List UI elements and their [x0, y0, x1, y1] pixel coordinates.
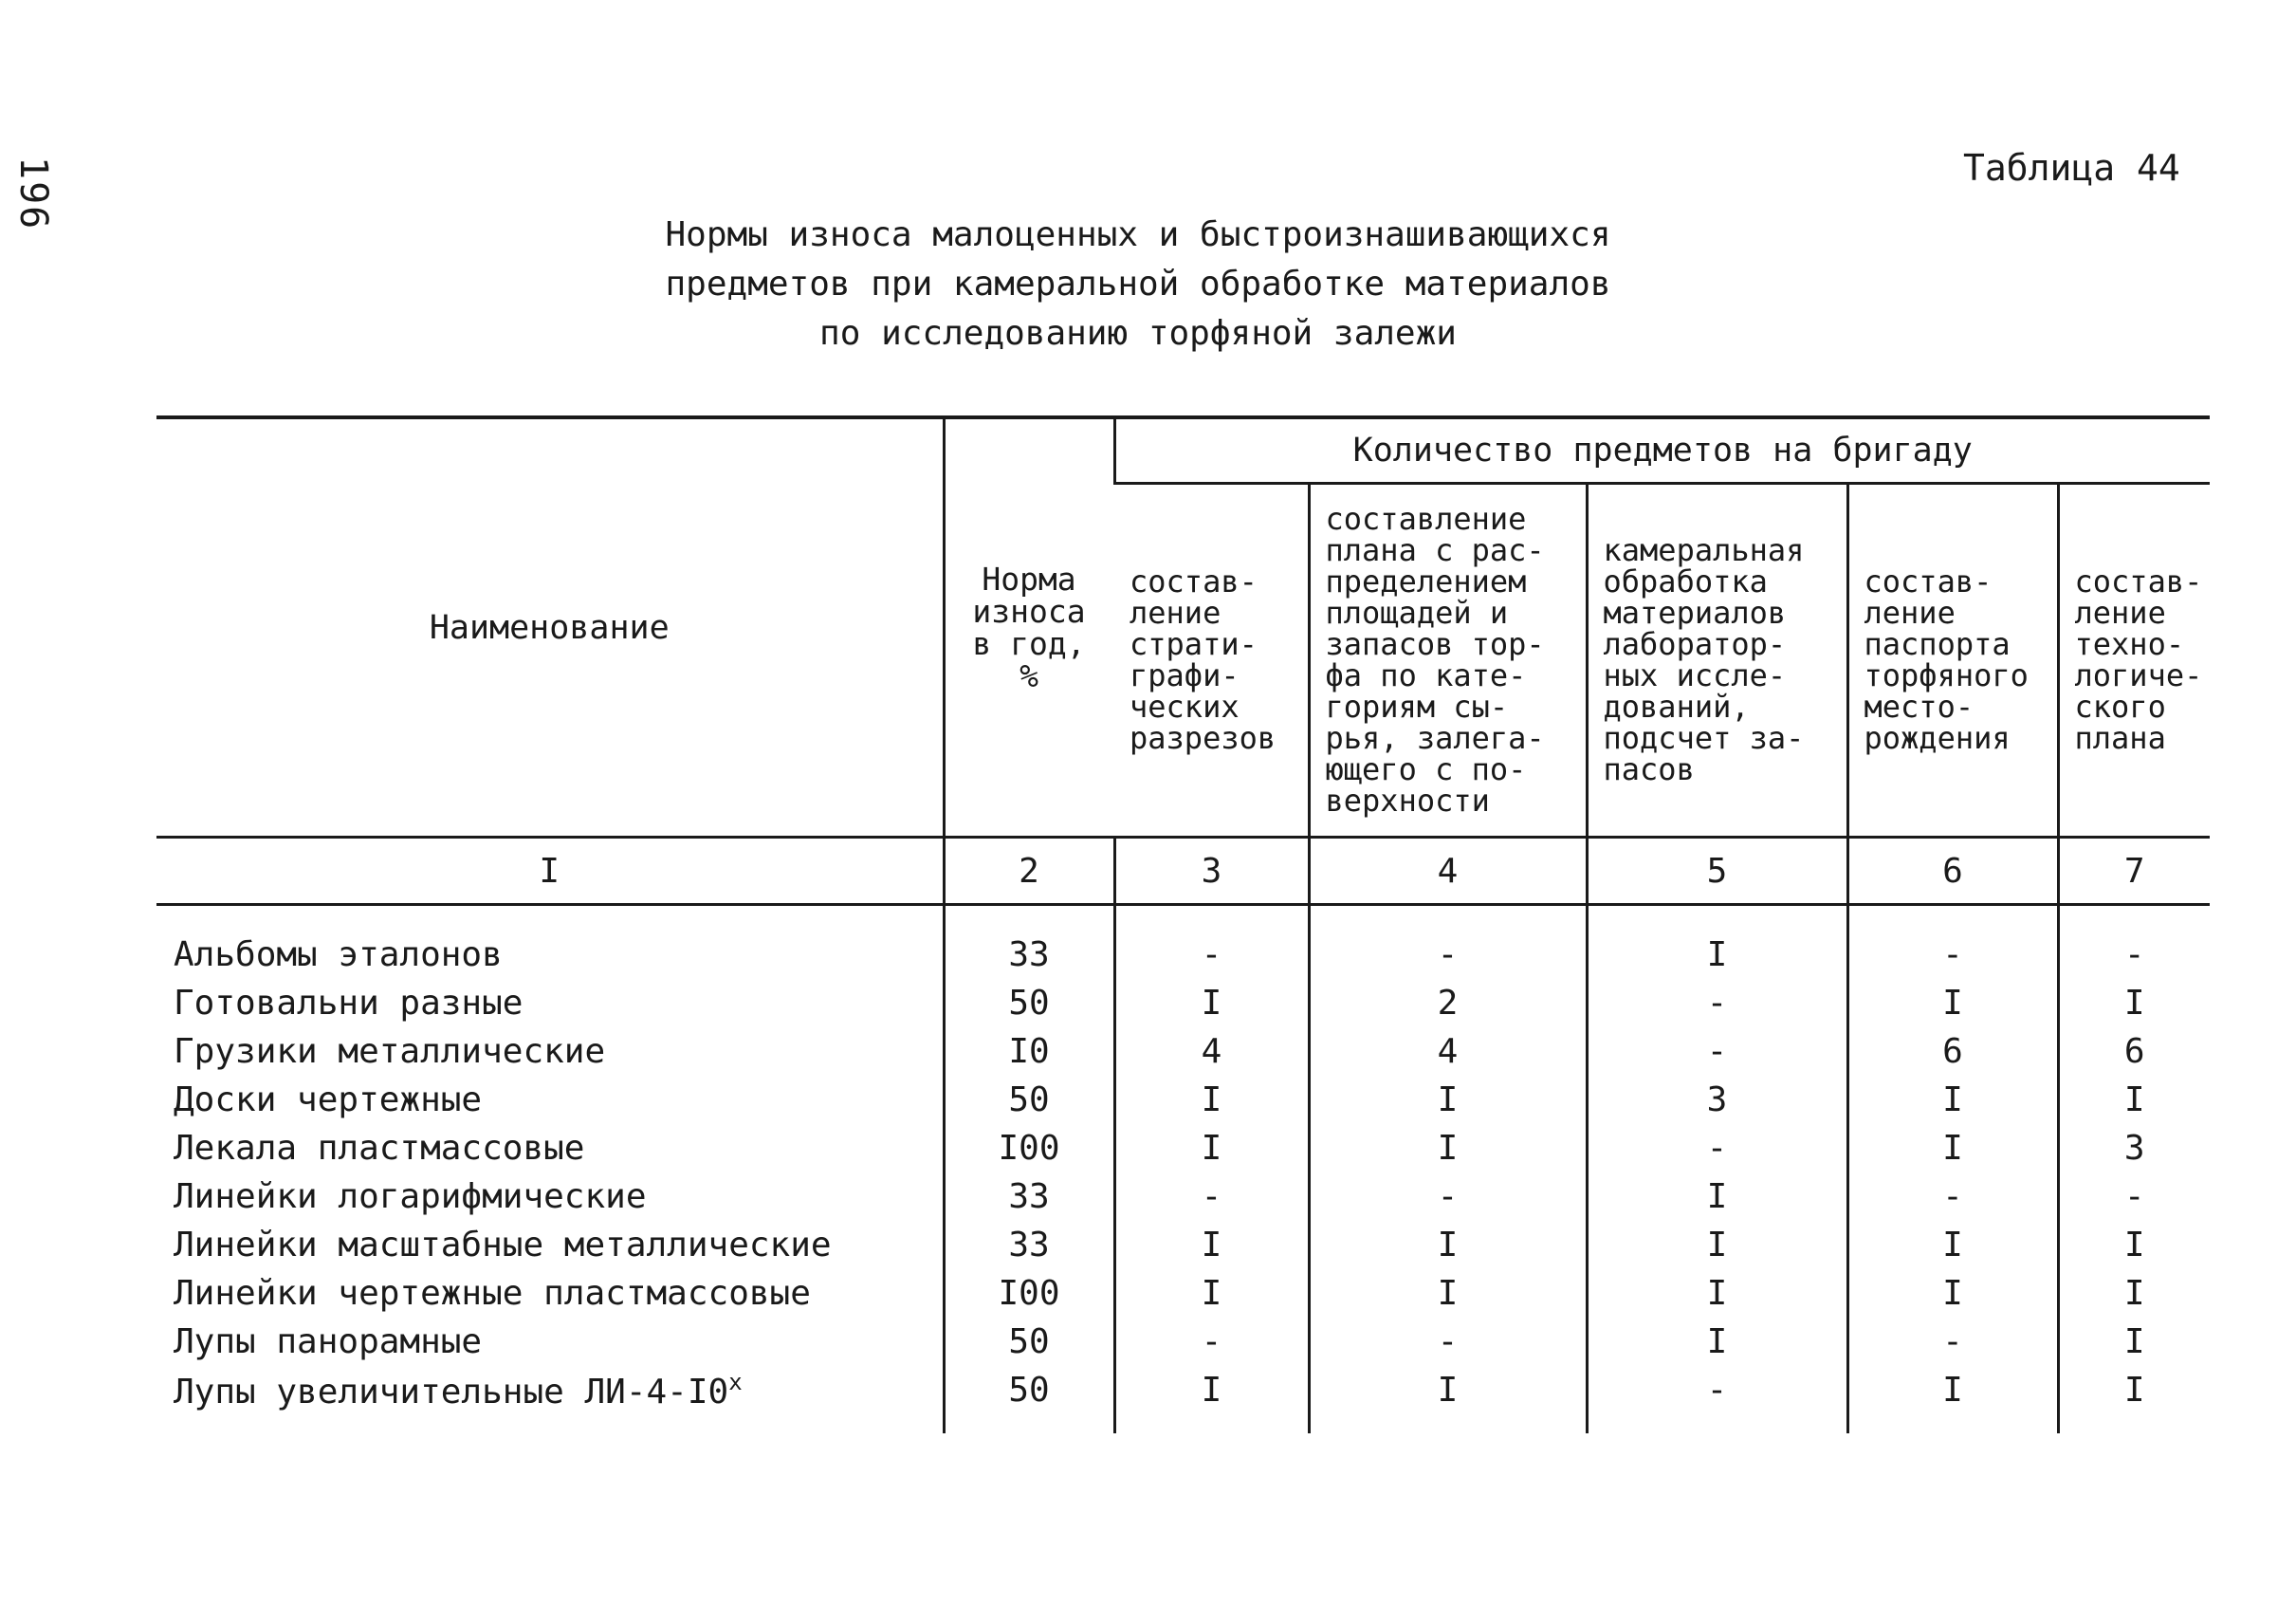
document-title	[569, 211, 1707, 359]
item-name: Грузики металлические	[174, 1032, 606, 1071]
qty-cell: -	[1114, 1172, 1309, 1221]
norm-value: 50	[944, 1366, 1114, 1433]
qty-cell: -	[1587, 979, 1847, 1027]
header-line: пределением	[1325, 563, 1527, 600]
qty-cell: I	[1587, 905, 1847, 980]
header-line: площадей и	[1325, 595, 1509, 631]
qty-cell: -	[1847, 1172, 2058, 1221]
title-line-1: Нормы износа малоценных и быстроизнашивающихся	[665, 215, 1611, 254]
qty-cell: I	[1309, 1366, 1587, 1433]
qty-cell: 3	[1587, 1076, 1847, 1124]
qty-cell: -	[1309, 905, 1587, 980]
item-name: Доски чертежные	[174, 1080, 483, 1119]
header-line: состав-	[1864, 563, 1993, 600]
column-number: 5	[1587, 838, 1847, 905]
item-name-text: Лупы увеличительные ЛИ-4-I0	[174, 1373, 729, 1412]
qty-cell: I	[1309, 1124, 1587, 1172]
page-number: 196	[11, 157, 55, 231]
header-line: графи-	[1130, 657, 1240, 693]
header-line: фа по кате-	[1325, 657, 1527, 693]
qty-cell: I	[2058, 1076, 2210, 1124]
column-number: 7	[2058, 838, 2210, 905]
header-line: лаборатор-	[1603, 626, 1787, 662]
qty-cell: I	[1847, 1076, 2058, 1124]
header-line: гориям сы-	[1325, 689, 1509, 725]
qty-cell: -	[1587, 1124, 1847, 1172]
norm-value: 33	[944, 1221, 1114, 1269]
column-number: 2	[944, 838, 1114, 905]
qty-cell: -	[1847, 1318, 2058, 1366]
column-number: 4	[1309, 838, 1587, 905]
table-row	[156, 1076, 2210, 1124]
header-norm-line: %	[1019, 656, 1038, 694]
header-line: составление	[1325, 501, 1527, 537]
item-name	[156, 1366, 944, 1433]
qty-cell: I	[1847, 1221, 2058, 1269]
qty-cell: I	[1587, 1172, 1847, 1221]
header-norm-line: износа	[972, 592, 1086, 630]
header-line: камеральная	[1603, 532, 1805, 568]
wear-norms-table	[156, 415, 2210, 1433]
table-row	[156, 1366, 2210, 1433]
header-line: ющего с по-	[1325, 751, 1527, 787]
item-name: Лекала пластмассовые	[174, 1129, 585, 1168]
item-name: Линейки чертежные пластмассовые	[174, 1274, 811, 1313]
qty-cell: I	[1847, 979, 2058, 1027]
header-line: ского	[2074, 689, 2166, 725]
column-number: 6	[1847, 838, 2058, 905]
header-line: торфяного	[1864, 657, 2029, 693]
header-group-quantity: Количество предметов на бригаду	[1114, 417, 2210, 484]
header-line: плана	[2074, 720, 2166, 756]
table-row	[156, 1318, 2210, 1366]
qty-cell: I	[1114, 1221, 1309, 1269]
qty-cell: I	[1847, 1366, 2058, 1433]
header-line: ческих	[1130, 689, 1240, 725]
header-line: место-	[1864, 689, 1975, 725]
header-line: ление	[1864, 595, 1956, 631]
table-row	[156, 1269, 2210, 1318]
qty-cell: I	[2058, 1221, 2210, 1269]
qty-cell: I	[1114, 1076, 1309, 1124]
qty-cell: I	[1587, 1269, 1847, 1318]
header-norm	[944, 417, 1114, 838]
qty-cell: -	[1309, 1172, 1587, 1221]
item-name: Альбомы эталонов	[174, 935, 503, 974]
table-row	[156, 905, 2210, 980]
qty-cell: -	[1114, 1318, 1309, 1366]
header-name: Наименование	[156, 417, 944, 838]
header-line: материалов	[1603, 595, 1787, 631]
header-line: запасов тор-	[1325, 626, 1545, 662]
header-norm-line: Норма	[982, 560, 1076, 598]
qty-cell: I	[1114, 979, 1309, 1027]
qty-cell: 2	[1309, 979, 1587, 1027]
column-number: I	[156, 838, 944, 905]
header-col-3	[1114, 484, 1309, 838]
qty-cell: I	[1309, 1269, 1587, 1318]
header-norm-line: в год,	[972, 624, 1086, 662]
qty-cell: 3	[2058, 1124, 2210, 1172]
norm-value: 33	[944, 905, 1114, 980]
table-row	[156, 1221, 2210, 1269]
title-line-3: по исследованию торфяной залежи	[819, 314, 1457, 353]
table-row	[156, 979, 2210, 1027]
header-line: разрезов	[1130, 720, 1277, 756]
qty-cell: I	[2058, 979, 2210, 1027]
qty-cell: I	[1847, 1269, 2058, 1318]
header-line: страти-	[1130, 626, 1258, 662]
header-line: состав-	[2074, 563, 2203, 600]
qty-cell: 6	[1847, 1027, 2058, 1076]
qty-cell: I	[1114, 1366, 1309, 1433]
header-col-5	[1587, 484, 1847, 838]
header-line: дований,	[1603, 689, 1750, 725]
qty-cell: I	[1114, 1269, 1309, 1318]
column-number: 3	[1114, 838, 1309, 905]
qty-cell: -	[1587, 1027, 1847, 1076]
qty-cell: I	[1587, 1318, 1847, 1366]
table-label: Таблица 44	[1963, 147, 2180, 189]
table-row	[156, 1124, 2210, 1172]
qty-cell: I	[2058, 1269, 2210, 1318]
qty-cell: 4	[1309, 1027, 1587, 1076]
header-line: логиче-	[2074, 657, 2203, 693]
qty-cell: I	[1309, 1221, 1587, 1269]
header-line: подсчет за-	[1603, 720, 1805, 756]
header-line: рождения	[1864, 720, 2011, 756]
qty-cell: I	[1587, 1221, 1847, 1269]
header-line: ных иссле-	[1603, 657, 1787, 693]
qty-cell: -	[1114, 905, 1309, 980]
header-line: состав-	[1130, 563, 1258, 600]
norm-value: 33	[944, 1172, 1114, 1221]
header-col-6	[1847, 484, 2058, 838]
header-line: пасов	[1603, 751, 1695, 787]
header-line: ление	[1130, 595, 1221, 631]
norm-value: 50	[944, 979, 1114, 1027]
header-line: паспорта	[1864, 626, 2011, 662]
header-line: верхности	[1325, 783, 1490, 819]
qty-cell: I	[1847, 1124, 2058, 1172]
header-line: рья, залега-	[1325, 720, 1545, 756]
item-name: Линейки логарифмические	[174, 1177, 647, 1216]
qty-cell: -	[1309, 1318, 1587, 1366]
header-line: обработка	[1603, 563, 1768, 600]
norm-value: I0	[944, 1027, 1114, 1076]
norm-value: 50	[944, 1076, 1114, 1124]
item-name: Лупы панорамные	[174, 1322, 483, 1361]
norm-value: 50	[944, 1318, 1114, 1366]
header-col-7	[2058, 484, 2210, 838]
header-line: ление	[2074, 595, 2166, 631]
qty-cell: 4	[1114, 1027, 1309, 1076]
qty-cell: 6	[2058, 1027, 2210, 1076]
title-line-2: предметов при камеральной обработке материалов	[665, 265, 1611, 304]
footnote-mark: x	[728, 1369, 743, 1395]
qty-cell: I	[1309, 1076, 1587, 1124]
qty-cell: -	[1847, 905, 2058, 980]
item-name: Линейки масштабные металлические	[174, 1226, 832, 1264]
table-row	[156, 1172, 2210, 1221]
qty-cell: -	[2058, 905, 2210, 980]
header-col-4	[1309, 484, 1587, 838]
item-name: Готовальни разные	[174, 984, 523, 1023]
qty-cell: I	[1114, 1124, 1309, 1172]
qty-cell: I	[2058, 1318, 2210, 1366]
header-line: техно-	[2074, 626, 2185, 662]
qty-cell: -	[2058, 1172, 2210, 1221]
qty-cell: I	[2058, 1366, 2210, 1433]
norm-value: I00	[944, 1124, 1114, 1172]
table-row	[156, 1027, 2210, 1076]
norm-value: I00	[944, 1269, 1114, 1318]
qty-cell: -	[1587, 1366, 1847, 1433]
header-line: плана с рас-	[1325, 532, 1545, 568]
